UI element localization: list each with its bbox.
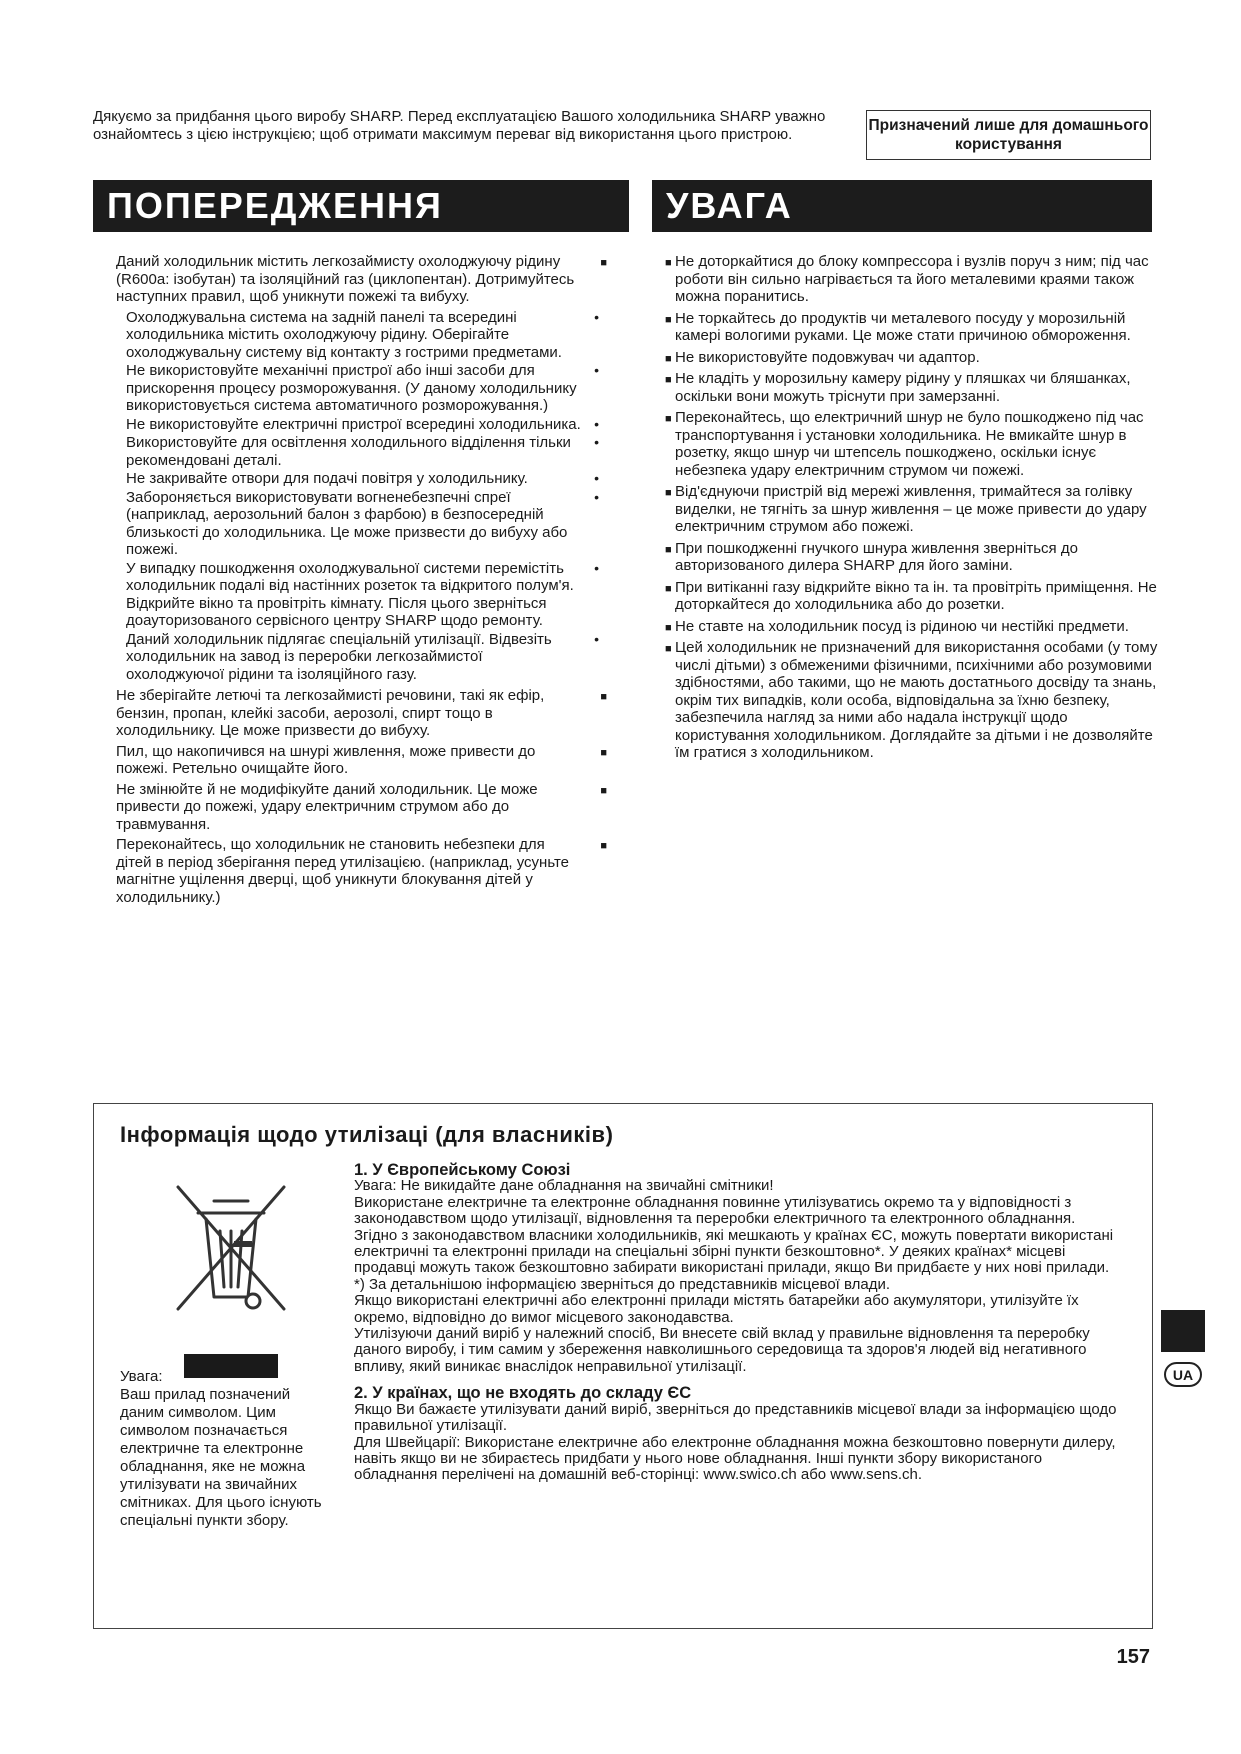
square-bullet-icon: ■ [665, 582, 672, 595]
eu-heading: 1. У Європейському Союзі [354, 1161, 571, 1179]
caution-item: ■ Не доторкайтися до блоку компрессора і вузлів поруч з ним; під час роботи він сильно нагрівається та його металевими краями також можна поранитись. [665, 253, 1149, 305]
caution-item: ■ Не кладіть у морозильну камеру рідину у пляшках чи бляшанках, оскільки вони можуть тріснути при замерзанні. [665, 370, 1131, 405]
square-bullet-icon: ■ [665, 257, 672, 269]
caution-column [665, 253, 1160, 766]
eu-paragraph: Згідно з законодавством власники холодильників, які мешкають у країнах ЄС, можуть повертати використані електричні та електронні прилади на спеціальні збірні пункти безкоштовно*. У деяких країнах* місцеві продавці можуть також безкоштовно забирати використані прилади, якщо Ви придбаєте у них нові прилади. [354, 1226, 1114, 1277]
square-bullet-icon: ■ [600, 691, 607, 703]
domestic-use-notice: Призначений лише для домашнього користування [866, 110, 1151, 160]
eu-paragraph: Увага: Не викидайте дане обладнання на звичайні смітники! [354, 1177, 774, 1195]
warning-item: Пил, що накопичився на шнурі живлення, може привести до пожежі. Ретельно очищайте його. ■ [116, 742, 607, 777]
caution-item: ■ Цей холодильник не призначений для використання особами (у тому числі дітьми) з обмеженими фізичними, психічними або розумовими здібностями, або такими, що не мають достатнього досвіду та знань, окрім тих випадків, коли особа, відповідальна за їхню безпеку, забезпечила нагляд за ними або надала інструкції щодо користування холодильником. Доглядайте за дітьми і не дозволяйте їм гратися з холодильником. [665, 639, 1158, 761]
non-eu-paragraph: Якщо Ви бажаєте утилізувати даний виріб, зверніться до представників місцевої влади за інформацією щодо правильної утилізації. [354, 1400, 1117, 1435]
eu-paragraph: Використане електричне та електронне обладнання повинне утилізуватись окремо та у відповідності з законодавством щодо утилізації, відновлення та переробки електричного та електронного обладнання. [354, 1193, 1076, 1228]
eu-paragraph: Якщо використані електричні або електронні прилади містять батарейки або акумулятори, утилізуйте їх окремо, відповідно до вимог місцевого законодавства. [354, 1292, 1079, 1326]
dot-bullet-icon: • [594, 362, 599, 378]
square-bullet-icon: ■ [665, 621, 672, 634]
page-number: 157 [1116, 1646, 1150, 1668]
warning-intro-item [93, 253, 611, 306]
warning-column [93, 253, 611, 909]
square-bullet-icon: ■ [665, 643, 672, 655]
square-bullet-icon: ■ [665, 413, 672, 425]
warning-item: Не зберігайте летючі та легкозаймисті речовини, такі як ефір, бензин, пропан, клейкі засоби, аерозолі, спирт тощо в холодильнику. Це може призвести до вибуху. ■ [116, 687, 607, 739]
disposal-title: Інформація щодо утилізаці (для власників) [120, 1122, 614, 1147]
square-bullet-icon: ■ [665, 487, 672, 499]
non-eu-paragraph: Для Швейцарії: Використане електричне або електронне обладнання можна безкоштовно повернути дилеру, навіть якщо ви не збираєтесь придбати у нього нове обладнання. Інші пункти збору використаного обладнання перелічені на домашній веб-сторінці: www.swico.ch або www.sens.ch. [354, 1433, 1116, 1484]
square-bullet-icon: ■ [600, 257, 607, 269]
square-bullet-icon: ■ [600, 784, 607, 797]
caution-item: ■ Не використовуйте подовжувач чи адаптор. [665, 349, 1160, 367]
warning-sub-item: Забороняється використовувати вогненебезпечні спреї (наприклад, аерозольний балон з фарбою) в безпосередній близькості до холодильника. Це може призвести до вибуху або пожежі. • [126, 488, 599, 558]
caution-item: ■ При витіканні газу відкрийте вікно та ін. та провітріть приміщення. Не доторкайтеся до холодильника або до розетки. [665, 578, 1157, 613]
dot-bullet-icon: • [594, 308, 599, 325]
caution-item: ■ Переконайтесь, що електричний шнур не було пошкоджено під час транспортування і установки холодильника. Не вмикайте шнур в розетку, якщо шнур чи штепсель пошкоджено, оскільки існує небезпека удару електричним струмом чи пожежі. [665, 409, 1144, 479]
square-bullet-icon: ■ [665, 352, 672, 365]
warning-banner: ПОПЕРЕДЖЕННЯ [93, 180, 629, 232]
warning-intro-text: Даний холодильник містить легкозаймисту охолоджуючу рідину (R600a: ізобутан) та ізоляційний газ (циклопентан). Дотримуйтесь наступних правил, щоб уникнути пожежі та вибуху. [116, 253, 575, 305]
dot-bullet-icon: • [594, 559, 599, 576]
language-badge: UA [1164, 1362, 1202, 1387]
dot-bullet-icon: • [594, 630, 599, 647]
caution-item: ■ Не торкайтесь до продуктів чи металевого посуду у морозильній камері вологими руками. Це може стати причиною обмороження. [665, 309, 1131, 344]
section-tab-marker [1161, 1310, 1205, 1352]
intro-text: Дякуємо за придбання цього виробу SHARP. Перед експлуатацією Вашого холодильника SHARP уважно ознайомтесь з цією інструкцією; щоб отримати максимум переваг від використання цього пристрою. [93, 108, 826, 143]
disposal-info-box [93, 1103, 1153, 1629]
dot-bullet-icon: • [594, 470, 599, 486]
eu-paragraph: *) За детальнішою інформацією зверніться до представників місцевої влади. [354, 1275, 891, 1293]
warning-sub-item: Не використовуйте електричні пристрої всередині холодильника. • [126, 415, 599, 433]
warning-sub-item: Не закривайте отвори для подачі повітря у холодильнику. • [126, 470, 599, 487]
caution-item: ■ Від'єднуючи пристрій від мережі живлення, тримайтеся за голівку виделки, не тягніть за шнур живлення – це може привести до удару електричним струмом або пожежі. [665, 483, 1147, 535]
eu-paragraph: Утилізуючи даний виріб у належний спосіб, Ви внесете свій вклад у правильне відновлення та переробку даного виробу, і тим самим у збереження навколишнього середовища та здоров'я людей від негативного впливу, який виникає внаслідок неправильної утилізації. [354, 1325, 1090, 1375]
bin-symbol-note: Увага: Ваш прилад позначений даним символом. Цим символом позначається електричне та електронне обладнання, яке не можна утилізувати на звичайних смітниках. Для цього існують спеціальні пункти збору. [120, 1368, 322, 1529]
warning-sub-item: Даний холодильник підлягає спеціальній утилізації. Відвезіть холодильник на завод із переробки легкозаймистої охолоджуючої рідини та ізоляційного газу. • [126, 630, 599, 683]
caution-item: ■ При пошкодженні гнучкого шнура живлення зверніться до авторизованого дилера SHARP для його заміни. [665, 539, 1078, 574]
warning-sub-item: У випадку пошкодження охолоджувальної системи перемістіть холодильник подалі від настінних розеток та відкритого полум'я. Відкрийте вікно та провітріть кімнату. Після цього зверніться доауторизованого сервісного центру SHARP щодо ремонту. • [126, 559, 599, 629]
warning-sub-item: Охолоджувальна система на задній панелі та всередині холодильника містить охолоджуючу рідину. Оберігайте охолоджувальну систему від контакту з гострими предметами. • [126, 308, 599, 361]
square-bullet-icon: ■ [600, 746, 607, 759]
warning-sub-item: Не використовуйте механічні пристрої або інші засоби для прискорення процесу розморожування. (У даному холодильнику використовується система автоматичного розморожування.) • [126, 362, 599, 414]
square-bullet-icon: ■ [665, 543, 672, 556]
warning-sub-item: Використовуйте для освітлення холодильного відділення тільки рекомендовані деталі. • [126, 434, 599, 469]
caution-banner: УВАГА [652, 180, 1152, 232]
square-bullet-icon: ■ [665, 374, 672, 386]
caution-item: ■ Не ставте на холодильник посуд із рідиною чи нестійкі предмети. [665, 618, 1160, 636]
disposal-text [354, 1162, 1129, 1484]
warning-item: Не змінюйте й не модифікуйте даний холодильник. Це може привести до пожежі, удару електричним струмом або до травмування. ■ [116, 780, 607, 833]
dot-bullet-icon: • [594, 488, 599, 505]
square-bullet-icon: ■ [665, 313, 672, 326]
dot-bullet-icon: • [594, 415, 599, 432]
dot-bullet-icon: • [594, 434, 599, 450]
non-eu-heading: 2. У країнах, що не входять до складу ЄС [354, 1384, 692, 1403]
square-bullet-icon: ■ [600, 840, 607, 852]
warning-item: Переконайтесь, що холодильник не становить небезпеки для дітей в період зберігання перед утилізацією. (наприклад, усуньте магнітне ущілення дверці, щоб уникнути блокування дітей у холодильнику.) ■ [116, 836, 607, 906]
